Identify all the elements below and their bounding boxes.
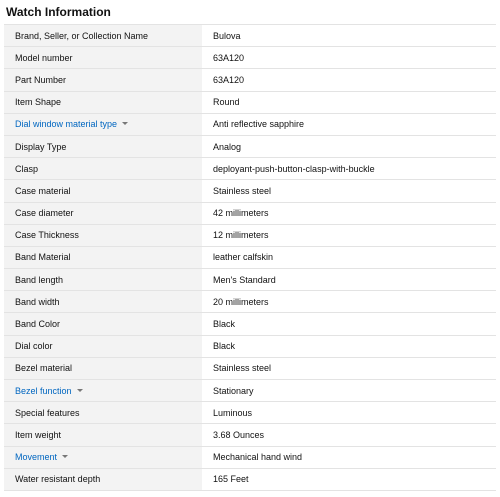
row-label-cell: [4, 25, 202, 47]
table-row: [4, 202, 496, 224]
row-label-cell: [4, 202, 202, 224]
row-label: Band width: [15, 296, 60, 307]
row-label-cell[interactable]: [4, 380, 202, 402]
row-label-cell: [4, 158, 202, 180]
row-label-cell: [4, 135, 202, 157]
row-value: 12 millimeters: [202, 224, 496, 246]
chevron-down-icon[interactable]: [62, 455, 68, 458]
table-row: [4, 424, 496, 446]
row-label: Brand, Seller, or Collection Name: [15, 30, 149, 41]
row-label: Band Material: [15, 252, 71, 263]
row-label: Model number: [15, 52, 73, 63]
row-value: Mechanical hand wind: [202, 446, 496, 468]
watch-information-table-body: [4, 25, 496, 491]
row-label: Case diameter: [15, 208, 74, 219]
row-value: Stainless steel: [202, 357, 496, 379]
row-label-cell: [4, 246, 202, 268]
table-row: [4, 313, 496, 335]
table-row: [4, 468, 496, 490]
row-value: 42 millimeters: [202, 202, 496, 224]
row-value: Black: [202, 335, 496, 357]
row-label-cell[interactable]: [4, 113, 202, 135]
table-row: [4, 291, 496, 313]
row-value: Stainless steel: [202, 180, 496, 202]
table-row: [4, 69, 496, 91]
table-row: [4, 25, 496, 47]
table-row: [4, 91, 496, 113]
row-value: deployant-push-button-clasp-with-buckle: [202, 158, 496, 180]
row-label: Bezel material: [15, 363, 73, 374]
chevron-down-icon[interactable]: [77, 389, 83, 392]
table-row: [4, 180, 496, 202]
table-row: [4, 224, 496, 246]
row-label-cell: [4, 224, 202, 246]
row-label-cell: [4, 69, 202, 91]
table-row: [4, 269, 496, 291]
row-value: Luminous: [202, 402, 496, 424]
row-label-link[interactable]: Dial window material type: [15, 119, 118, 130]
row-label: Item weight: [15, 429, 62, 440]
row-value: 20 millimeters: [202, 291, 496, 313]
table-row: [4, 113, 496, 135]
row-value: Bulova: [202, 25, 496, 47]
row-label: Dial color: [15, 341, 53, 352]
row-label-cell: [4, 357, 202, 379]
row-label-link[interactable]: Movement: [15, 452, 58, 463]
row-label-cell: [4, 47, 202, 69]
row-label: Item Shape: [15, 97, 62, 108]
table-row: [4, 446, 496, 468]
table-row: [4, 47, 496, 69]
row-label-cell: [4, 180, 202, 202]
row-label: Band Color: [15, 319, 61, 330]
row-label: Band length: [15, 274, 64, 285]
row-label: Part Number: [15, 74, 67, 85]
row-label-cell: [4, 313, 202, 335]
row-label-cell: [4, 269, 202, 291]
row-value: Analog: [202, 135, 496, 157]
row-value: Black: [202, 313, 496, 335]
row-label: Special features: [15, 407, 80, 418]
table-row: [4, 357, 496, 379]
row-label-cell: [4, 424, 202, 446]
row-label-cell: [4, 91, 202, 113]
chevron-down-icon[interactable]: [122, 122, 128, 125]
table-row: [4, 402, 496, 424]
row-label-cell: [4, 468, 202, 490]
row-value: Stationary: [202, 380, 496, 402]
row-value: 3.68 Ounces: [202, 424, 496, 446]
table-row: [4, 135, 496, 157]
row-label: Clasp: [15, 163, 39, 174]
row-value: 165 Feet: [202, 468, 496, 490]
row-label-link[interactable]: Bezel function: [15, 385, 72, 396]
row-value: Anti reflective sapphire: [202, 113, 496, 135]
table-row: [4, 335, 496, 357]
row-label-cell: [4, 335, 202, 357]
row-label-cell: [4, 402, 202, 424]
row-label-cell[interactable]: [4, 446, 202, 468]
row-label: Water resistant depth: [15, 474, 101, 485]
table-row: [4, 380, 496, 402]
row-label: Case Thickness: [15, 230, 79, 241]
table-row: [4, 246, 496, 268]
table-row: [4, 158, 496, 180]
section-title: Watch Information: [6, 5, 111, 19]
row-label: Case material: [15, 185, 71, 196]
watch-information-table: [4, 24, 496, 491]
row-value: Men's Standard: [202, 269, 496, 291]
row-value: Round: [202, 91, 496, 113]
row-label: Display Type: [15, 141, 67, 152]
row-value: 63A120: [202, 47, 496, 69]
row-label-cell: [4, 291, 202, 313]
row-value: leather calfskin: [202, 246, 496, 268]
row-value: 63A120: [202, 69, 496, 91]
